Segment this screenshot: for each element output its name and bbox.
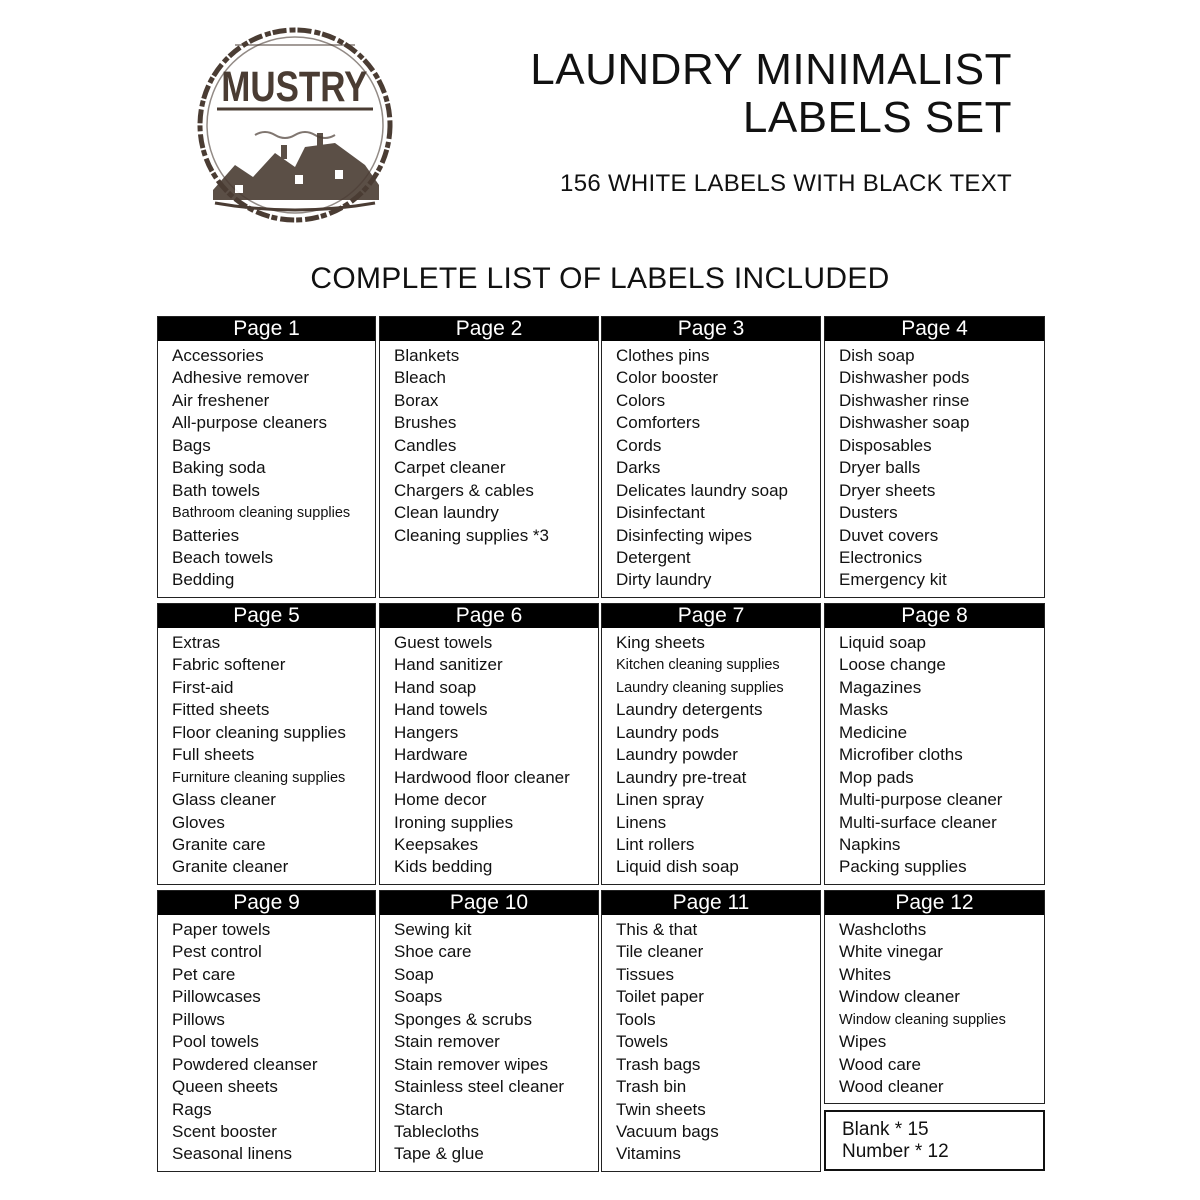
label-item: Darks [616,458,661,478]
label-item: Window cleaning supplies [839,1011,1006,1028]
label-item: Hand soap [394,677,477,697]
label-item: Dryer sheets [839,480,936,500]
label-item: Chargers & cables [394,480,534,500]
label-item: Clothes pins [616,346,710,365]
label-item: Granite care [172,834,266,854]
label-item: Fitted sheets [172,700,270,720]
label-item: Twin sheets [616,1099,706,1119]
label-item: Multi-surface cleaner [839,812,997,832]
label-item: Stain remover [394,1032,500,1052]
label-item: Pet care [172,964,236,984]
label-item: Pool towels [172,1032,259,1052]
label-item: Pillowcases [172,987,261,1007]
label-item: Adhesive remover [172,368,310,388]
label-item: Hand towels [394,700,488,720]
label-list [158,341,375,592]
label-item: Disinfectant [616,503,705,523]
label-item: Liquid dish soap [616,857,739,877]
number-count: Number * 12 [842,1141,949,1162]
label-list [380,341,598,547]
label-list [602,341,820,592]
label-item: Stain remover wipes [394,1054,549,1074]
label-item: Clean laundry [394,503,499,523]
label-item: Color booster [616,368,719,388]
label-item: Home decor [394,790,487,810]
label-list [825,341,1044,592]
label-item: Vitamins [616,1144,681,1164]
label-item: Dishwasher soap [839,413,970,433]
label-item: Laundry cleaning supplies [616,679,784,696]
label-item: Towels [616,1032,668,1052]
page-box [601,316,821,598]
subtitle: 156 WHITE LABELS WITH BLACK TEXT [560,170,1012,197]
list-heading: COMPLETE LIST OF LABELS INCLUDED [310,262,890,295]
label-list [158,915,375,1166]
label-item: Rags [172,1099,212,1119]
label-item: Napkins [839,834,901,854]
label-item: Trash bags [616,1054,701,1074]
label-item: Extras [172,633,221,652]
label-item: Keepsakes [394,834,479,854]
label-item: Fabric softener [172,655,286,675]
page-box-title: Page 8 [825,604,1044,628]
page-box [601,890,821,1172]
page-box-title: Page 6 [380,604,598,628]
label-item: Wood care [839,1054,921,1074]
label-item: Scent booster [172,1121,277,1141]
label-item: Electronics [839,547,923,567]
main-title-line2: LABELS SET [742,93,1012,142]
label-item: Soap [394,964,434,984]
label-item: Packing supplies [839,857,967,877]
label-item: Bags [172,435,211,455]
label-item: Lint rollers [616,834,695,854]
label-item: Carpet cleaner [394,458,506,478]
label-item: Window cleaner [839,987,960,1007]
label-item: Candles [394,435,457,455]
label-item: Floor cleaning supplies [172,722,346,742]
logo-brand-text: MUSTRY [221,64,368,111]
page-box-title: Page 12 [825,891,1044,915]
label-item: Mop pads [839,767,914,787]
label-item: Shoe care [394,942,472,962]
label-item: Starch [394,1099,444,1119]
page-box-title: Page 10 [380,891,598,915]
label-item: Full sheets [172,745,255,765]
page-box-title: Page 5 [158,604,375,628]
label-item: Emergency kit [839,570,947,590]
label-list [380,628,598,879]
label-item: Comforters [616,413,701,433]
label-item: Laundry detergents [616,700,763,720]
label-item: All-purpose cleaners [172,413,327,433]
label-item: Dirty laundry [616,570,712,590]
label-item: Glass cleaner [172,790,276,810]
label-item: Disposables [839,435,932,455]
label-item: Laundry pre-treat [616,767,747,787]
label-item: Wood cleaner [839,1077,944,1097]
page-box [157,890,376,1172]
label-item: Hand sanitizer [394,655,503,675]
label-item: Hardwood floor cleaner [394,767,570,787]
label-item: Guest towels [394,633,493,652]
label-item: Colors [616,390,666,410]
label-item: Bedding [172,570,235,590]
label-item: Whites [839,964,891,984]
label-item: Detergent [616,547,691,567]
label-list [380,915,598,1166]
label-item: Tablecloths [394,1121,480,1141]
label-item: Pest control [172,942,262,962]
label-item: Paper towels [172,920,271,939]
label-list [602,628,820,879]
page-box-title: Page 7 [602,604,820,628]
label-item: Delicates laundry soap [616,480,788,500]
label-item: Tools [616,1009,656,1029]
page-box-title: Page 1 [158,317,375,341]
label-item: Dishwasher pods [839,368,970,388]
label-item: Bleach [394,368,446,388]
label-item: King sheets [616,633,705,652]
label-item: Queen sheets [172,1077,278,1097]
label-item: Bath towels [172,480,260,500]
label-item: Linen spray [616,790,704,810]
label-item: Blankets [394,346,460,365]
label-item: Wipes [839,1032,887,1052]
label-item: Masks [839,700,889,720]
label-item: Dish soap [839,346,915,365]
label-item: Cleaning supplies *3 [394,525,549,545]
label-item: Batteries [172,525,240,545]
label-item: Powdered cleanser [172,1054,318,1074]
label-list [825,915,1044,1099]
label-item: Trash bin [616,1077,687,1097]
label-item: Tile cleaner [616,942,704,962]
main-title-line1: LAUNDRY MINIMALIST [530,45,1012,94]
label-item: Hardware [394,745,468,765]
label-item: Bathroom cleaning supplies [172,505,351,522]
label-item: This & that [616,920,698,939]
page-box [824,316,1045,598]
page-box [157,603,376,885]
page-box-title: Page 11 [602,891,820,915]
page-box-title: Page 4 [825,317,1044,341]
page-box-title: Page 3 [602,317,820,341]
label-item: Brushes [394,413,457,433]
blank-number-box [824,1110,1045,1171]
blank-count: Blank * 15 [842,1119,929,1140]
label-item: Soaps [394,987,443,1007]
label-item: Seasonal linens [172,1144,293,1164]
label-item: Loose change [839,655,946,675]
label-item: Washcloths [839,920,927,939]
label-item: Beach towels [172,547,274,567]
page-box [601,603,821,885]
label-item: Sponges & scrubs [394,1009,532,1029]
label-item: Stainless steel cleaner [394,1077,565,1097]
page-box [379,890,599,1172]
label-item: Gloves [172,812,225,832]
mustry-logo [195,25,395,225]
page-box [379,603,599,885]
label-item: Toilet paper [616,987,704,1007]
label-list [602,915,820,1166]
label-item: Disinfecting wipes [616,525,753,545]
label-item: Kids bedding [394,857,493,877]
label-item: Cords [616,435,662,455]
label-item: Dishwasher rinse [839,390,970,410]
label-item: Pillows [172,1009,225,1029]
page-box-title: Page 9 [158,891,375,915]
label-item: Accessories [172,346,264,365]
label-item: Laundry pods [616,722,720,742]
page-box [379,316,599,598]
label-item: Linens [616,812,667,832]
page-box [824,890,1045,1104]
label-item: First-aid [172,677,234,697]
label-item: Furniture cleaning supplies [172,769,346,786]
label-list [158,628,375,879]
page-box-title: Page 2 [380,317,598,341]
label-item: Air freshener [172,390,270,410]
label-item: Tape & glue [394,1144,484,1164]
label-item: Ironing supplies [394,812,514,832]
label-item: Microfiber cloths [839,745,963,765]
main-title [452,46,1012,142]
label-item: Baking soda [172,458,266,478]
label-item: Multi-purpose cleaner [839,790,1003,810]
label-item: Dusters [839,503,898,523]
label-item: Vacuum bags [616,1121,719,1141]
label-item: Granite cleaner [172,857,289,877]
label-item: Tissues [616,964,674,984]
label-item: Dryer balls [839,458,921,478]
label-item: White vinegar [839,942,943,962]
label-item: Borax [394,390,439,410]
label-item: Laundry powder [616,745,738,765]
label-item: Sewing kit [394,920,472,939]
label-item: Duvet covers [839,525,939,545]
label-item: Medicine [839,722,908,742]
page-box [824,603,1045,885]
label-item: Magazines [839,677,922,697]
label-item: Hangers [394,722,459,742]
label-item: Kitchen cleaning supplies [616,657,780,674]
label-item: Liquid soap [839,633,926,652]
label-list [825,628,1044,879]
page-box [157,316,376,598]
